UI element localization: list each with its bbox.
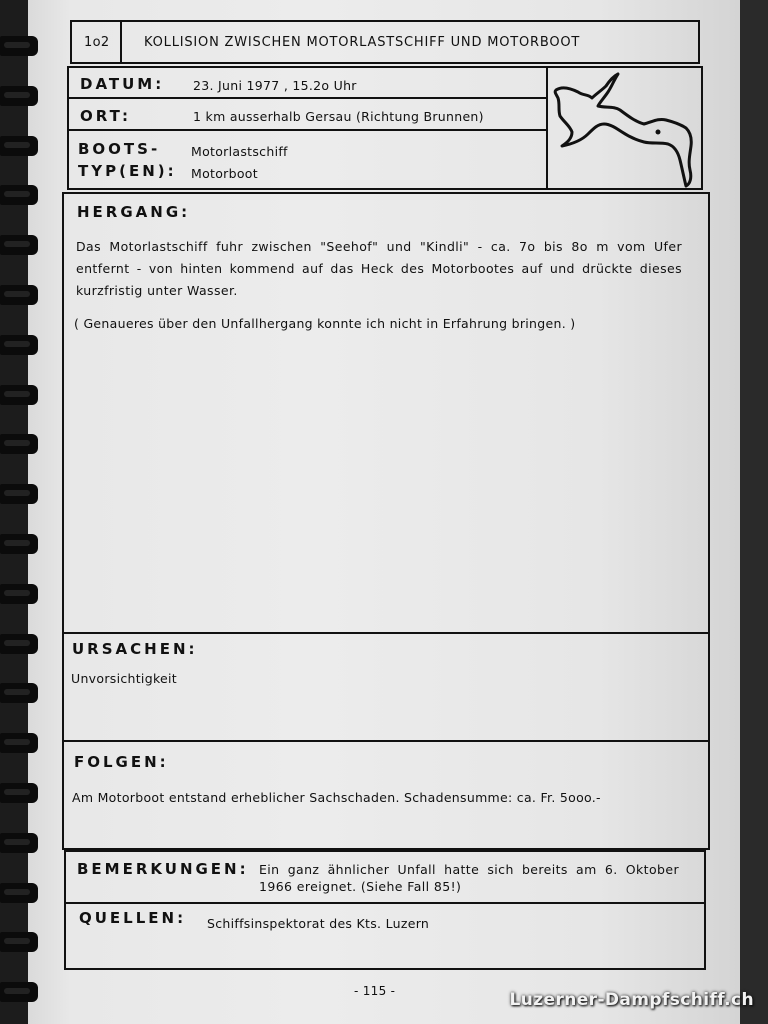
hergang-text: Das Motorlastschiff fuhr zwischen "Seehof" und "Kindli" - ca. 7o bis 8o m vom Ufer entfernt - von hinten kommend auf das Heck des Motorbootes auf und drückte dieses kurzfristig unter Wasser.	[76, 239, 682, 298]
binding-ring	[0, 733, 38, 753]
binding-ring	[0, 185, 38, 205]
ursachen-text: Unvorsichtigkeit	[71, 671, 178, 686]
binding-ring	[0, 683, 38, 703]
bootstyp-value-1: Motorlastschiff	[191, 144, 288, 159]
binding-ring	[0, 235, 38, 255]
binding-ring	[0, 86, 38, 106]
header-divider	[120, 20, 122, 64]
background-shadow	[736, 0, 768, 1024]
datum-label: DATUM:	[80, 75, 165, 93]
binding-ring	[0, 484, 38, 504]
binding-ring	[0, 982, 38, 1002]
binding-ring	[0, 335, 38, 355]
ort-value: 1 km ausserhalb Gersau (Richtung Brunnen)	[193, 109, 484, 124]
binding-ring	[0, 634, 38, 654]
quellen-text: Schiffsinspektorat des Kts. Luzern	[207, 916, 430, 931]
bemerkungen-label: BEMERKUNGEN:	[77, 860, 249, 878]
binding-ring	[0, 136, 38, 156]
quellen-label: QUELLEN:	[79, 909, 187, 927]
binding-ring	[0, 783, 38, 803]
folgen-label: FOLGEN:	[74, 753, 169, 771]
ort-label: ORT:	[80, 107, 132, 125]
bottom-divider	[64, 902, 706, 904]
hergang-label: HERGANG:	[77, 203, 191, 221]
binding-ring	[0, 833, 38, 853]
binding-ring	[0, 36, 38, 56]
binding-ring	[0, 584, 38, 604]
bootstyp-label-1: BOOTS-	[78, 140, 161, 158]
datum-value: 23. Juni 1977 , 15.2o Uhr	[193, 78, 357, 93]
binding-ring	[0, 534, 38, 554]
row-divider-2	[67, 129, 547, 131]
binding-ring	[0, 932, 38, 952]
site-watermark: Luzerner-Dampfschiff.ch	[509, 990, 754, 1010]
binding-ring	[0, 434, 38, 454]
binding-ring	[0, 883, 38, 903]
binding-ring	[0, 385, 38, 405]
lake-map-icon	[548, 68, 701, 188]
binding-ring	[0, 285, 38, 305]
bemerkungen-text: Ein ganz ähnlicher Unfall hatte sich bereits am 6. Oktober 1966 ereignet. (Siehe Fall 85!)	[259, 862, 679, 894]
row-divider-1	[67, 97, 547, 99]
page-number: - 115 -	[354, 984, 396, 998]
ursachen-label: URSACHEN:	[72, 640, 198, 658]
hergang-note: ( Genaueres über den Unfallhergang konnte ich nicht in Erfahrung bringen. )	[74, 316, 576, 331]
folgen-text: Am Motorboot entstand erheblicher Sachschaden. Schadensumme: ca. Fr. 5ooo.-	[72, 790, 601, 805]
bootstyp-value-2: Motorboot	[191, 166, 258, 181]
report-title: KOLLISION ZWISCHEN MOTORLASTSCHIFF UND MOTORBOOT	[144, 35, 581, 50]
bootstyp-label-2: TYP(EN):	[78, 162, 177, 180]
case-number: 1o2	[84, 35, 110, 50]
